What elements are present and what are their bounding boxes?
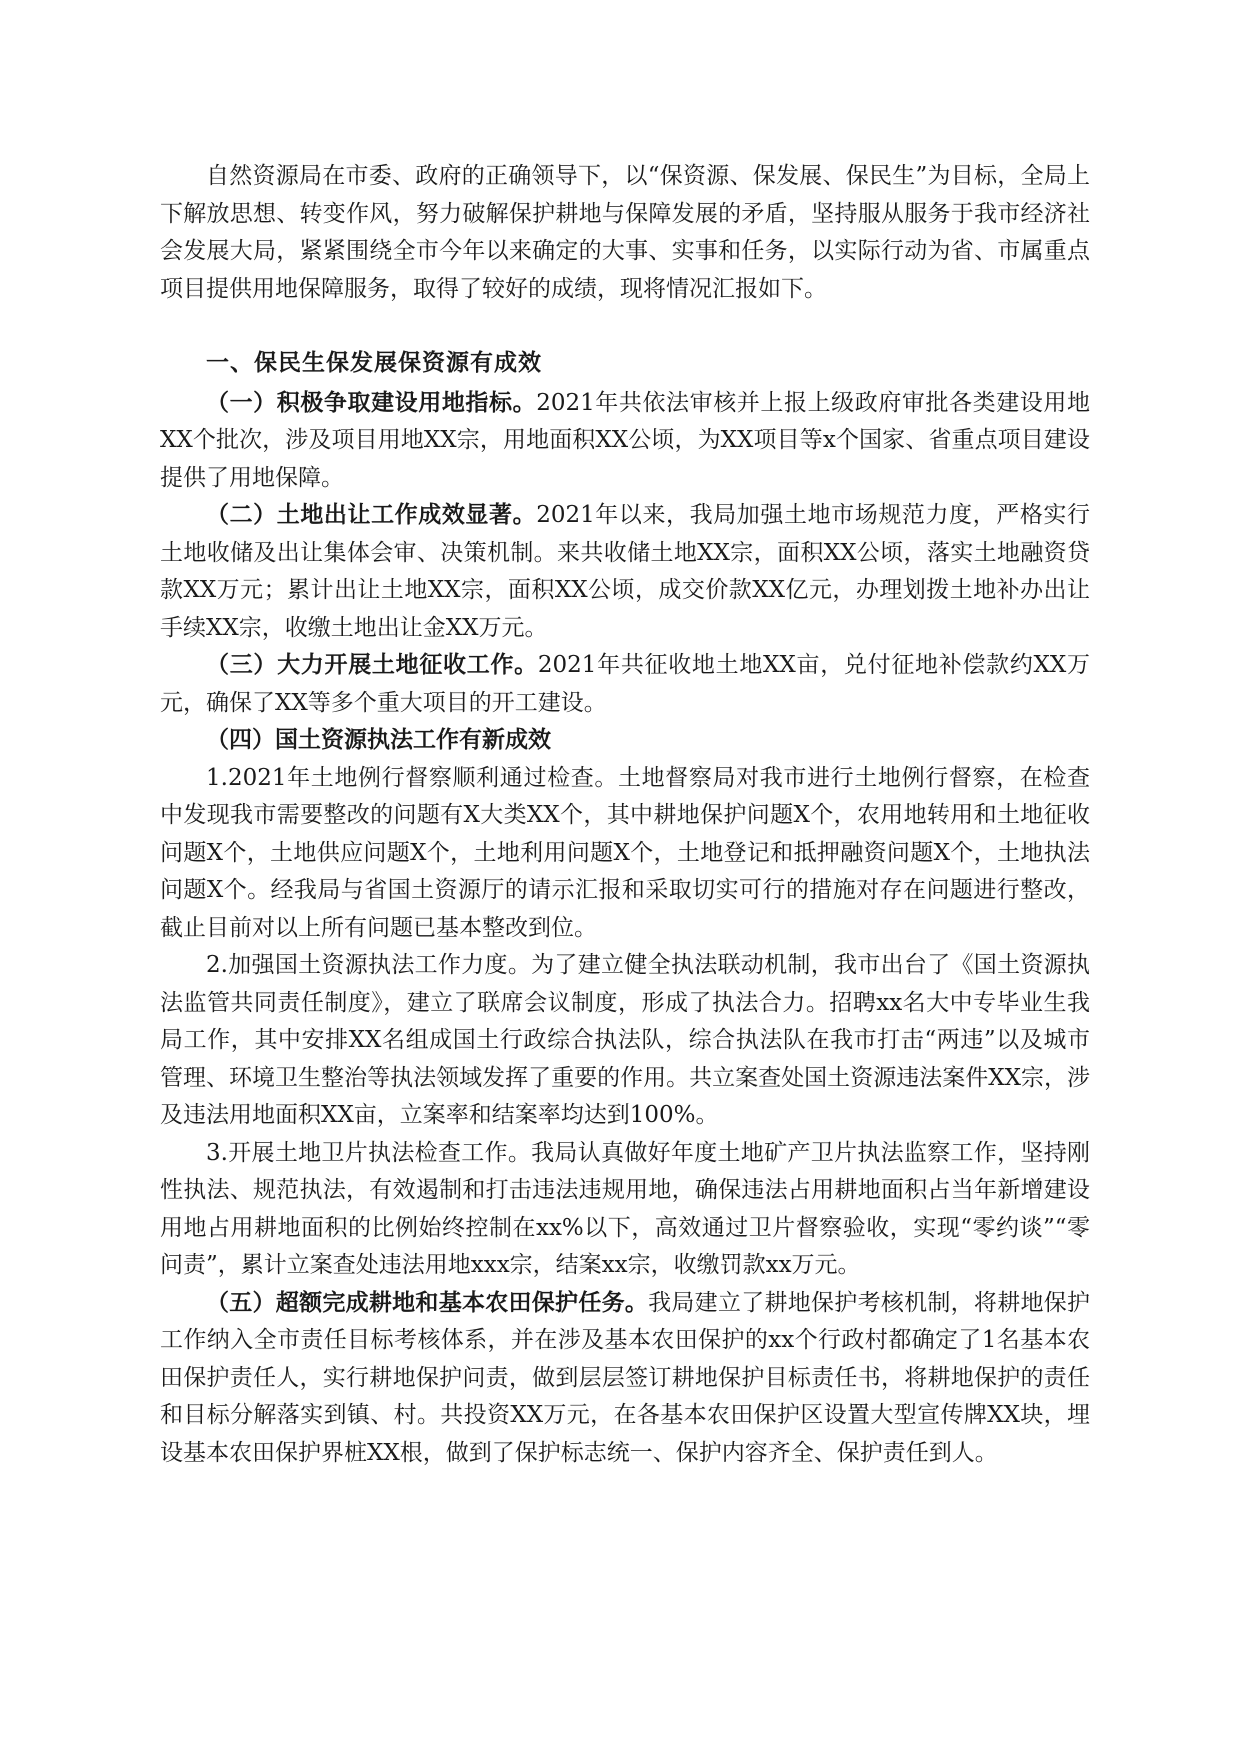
item-4-point-3: 3.开展土地卫片执法检查工作。我局认真做好年度土地矿产卫片执法监察工作，坚持刚性执法、规范执法，有效遏制和打击违法违规用地，确保违法占用耕地面积占当年新增建设用地占用耕地面积的比例始终控制在xx%以下，高效通过卫片督察验收，实现“零约谈”“零问责”，累计立案查处违法用地xxx宗，结案xx宗，收缴罚款xx万元。 (160, 1139, 1090, 1278)
item-2-paragraph (160, 497, 1090, 647)
item-1-title: （一）积极争取建设用地指标。 (206, 389, 537, 416)
item-5-body: 我局建立了耕地保护考核机制，将耕地保护工作纳入全市责任目标考核体系，并在涉及基本农田保护的xx个行政村都确定了1名基本农田保护责任人，实行耕地保护问责，做到层层签订耕地保护目标责任书，将耕地保护的责任和目标分解落实到镇、村。共投资XX万元，在各基本农田保护区设置大型宣传牌XX块，埋设基本农田保护界桩XX根，做到了保护标志统一、保护内容齐全、保护责任到人。 (160, 1289, 1091, 1466)
item-4-heading: （四）国土资源执法工作有新成效 (206, 727, 551, 753)
item-1-paragraph (160, 385, 1090, 498)
item-4-point-2: 2.加强国土资源执法工作力度。为了建立健全执法联动机制，我市出台了《国土资源执法监管共同责任制度》，建立了联席会议制度，形成了执法合力。招聘xx名大中专毕业生我局工作，其中安排XX名组成国土行政综合执法队，综合执法队在我市打击“两违”以及城市管理、环境卫生整治等执法领域发挥了重要的作用。共立案查处国土资源违法案件XX宗，涉及违法用地面积XX亩，立案率和结案率均达到100%。 (160, 952, 1090, 1128)
item-2-title: （二）土地出让工作成效显著。 (206, 502, 537, 528)
item-3-paragraph (160, 647, 1090, 722)
item-3-body: 2021年共征收地土地XX亩，兑付征地补偿款约XX万元，确保了XX等多个重大项目的开工建设。 (160, 652, 1091, 716)
item-1-body: 2021年共依法审核并上报上级政府审批各类建设用地XX个批次，涉及项目用地XX宗，用地面积XX公顷，为XX项目等x个国家、省重点项目建设提供了用地保障。 (160, 389, 1090, 491)
item-3-title: （三）大力开展土地征收工作。 (206, 652, 538, 678)
item-2-body: 2021年以来，我局加强土地市场规范力度，严格实行土地收储及出让集体会审、决策机制。来共收储土地XX宗，面积XX公顷，落实土地融资贷款XX万元；累计出让土地XX宗，面积XX公顷，成交价款XX亿元，办理划拨土地补办出让手续XX宗，收缴土地出让金XX万元。 (160, 502, 1090, 641)
section-heading: 一、保民生保发展保资源有成效 (206, 350, 542, 376)
document-body (160, 158, 1090, 1472)
intro-paragraph: 自然资源局在市委、政府的正确领导下，以“保资源、保发展、保民生”为目标，全局上下解放思想、转变作风，努力破解保护耕地与保障发展的矛盾，坚持服从服务于我市经济社会发展大局，紧紧围绕全市今年以来确定的大事、实事和任务，以实际行动为省、市属重点项目提供用地保障服务，取得了较好的成绩，现将情况汇报如下。 (160, 163, 1090, 302)
item-5-title: （五）超额完成耕地和基本农田保护任务。 (206, 1289, 649, 1316)
item-4-point-1: 1.2021年土地例行督察顺利通过检查。土地督察局对我市进行土地例行督察，在检查中发现我市需要整改的问题有X大类XX个，其中耕地保护问题X个，农用地转用和土地征收问题X个，土地供应问题X个，土地利用问题X个，土地登记和抵押融资问题X个，土地执法问题X个。经我局与省国土资源厅的请示汇报和采取切实可行的措施对存在问题进行整改，截止目前对以上所有问题已基本整改到位。 (160, 764, 1090, 941)
item-5-paragraph (160, 1285, 1090, 1473)
